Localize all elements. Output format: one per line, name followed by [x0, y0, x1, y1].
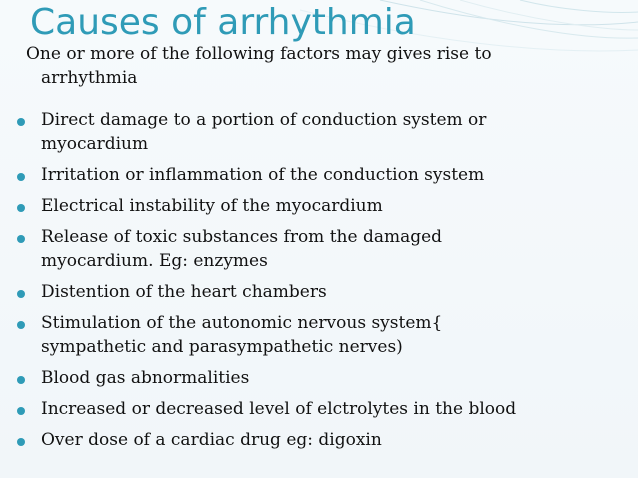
bullet-dot-icon	[17, 407, 25, 415]
bullet-dot-icon	[17, 235, 25, 243]
bullet-item	[0, 308, 620, 363]
bullet-text-continued: sympathetic and parasympathetic nerves)	[41, 337, 403, 357]
intro-text	[26, 42, 586, 90]
bullet-text: Blood gas abnormalities	[41, 368, 250, 388]
bullet-item	[0, 277, 620, 308]
intro-line-2: arrhythmia	[41, 68, 138, 88]
bullet-item	[0, 222, 620, 277]
bullet-item	[0, 394, 620, 425]
bullet-dot-icon	[17, 438, 25, 446]
bullet-text: Stimulation of the autonomic nervous system{	[41, 313, 443, 333]
bullet-text: Release of toxic substances from the damaged	[41, 227, 443, 247]
bullet-list	[0, 105, 620, 456]
bullet-dot-icon	[17, 321, 25, 329]
bullet-item	[0, 191, 620, 222]
bullet-dot-icon	[17, 204, 25, 212]
bullet-text: Over dose of a cardiac drug eg: digoxin	[41, 430, 382, 450]
bullet-item	[0, 363, 620, 394]
slide-title: Causes of arrhythmia	[30, 2, 416, 43]
bullet-dot-icon	[17, 173, 25, 181]
bullet-text: Increased or decreased level of elctrolytes in the blood	[41, 399, 517, 419]
bullet-text-continued: myocardium	[41, 134, 149, 154]
bullet-dot-icon	[17, 290, 25, 298]
bullet-text: Direct damage to a portion of conduction system or	[41, 110, 487, 130]
bullet-dot-icon	[17, 118, 25, 126]
bullet-text: Distention of the heart chambers	[41, 282, 327, 302]
bullet-item	[0, 425, 620, 456]
intro-line-1: One or more of the following factors may gives rise to	[26, 44, 492, 64]
bullet-text-continued: myocardium. Eg: enzymes	[41, 251, 268, 271]
bullet-dot-icon	[17, 376, 25, 384]
bullet-text: Electrical instability of the myocardium	[41, 196, 383, 216]
bullet-item	[0, 160, 620, 191]
bullet-item	[0, 105, 620, 160]
bullet-text: Irritation or inflammation of the conduction system	[41, 165, 485, 185]
